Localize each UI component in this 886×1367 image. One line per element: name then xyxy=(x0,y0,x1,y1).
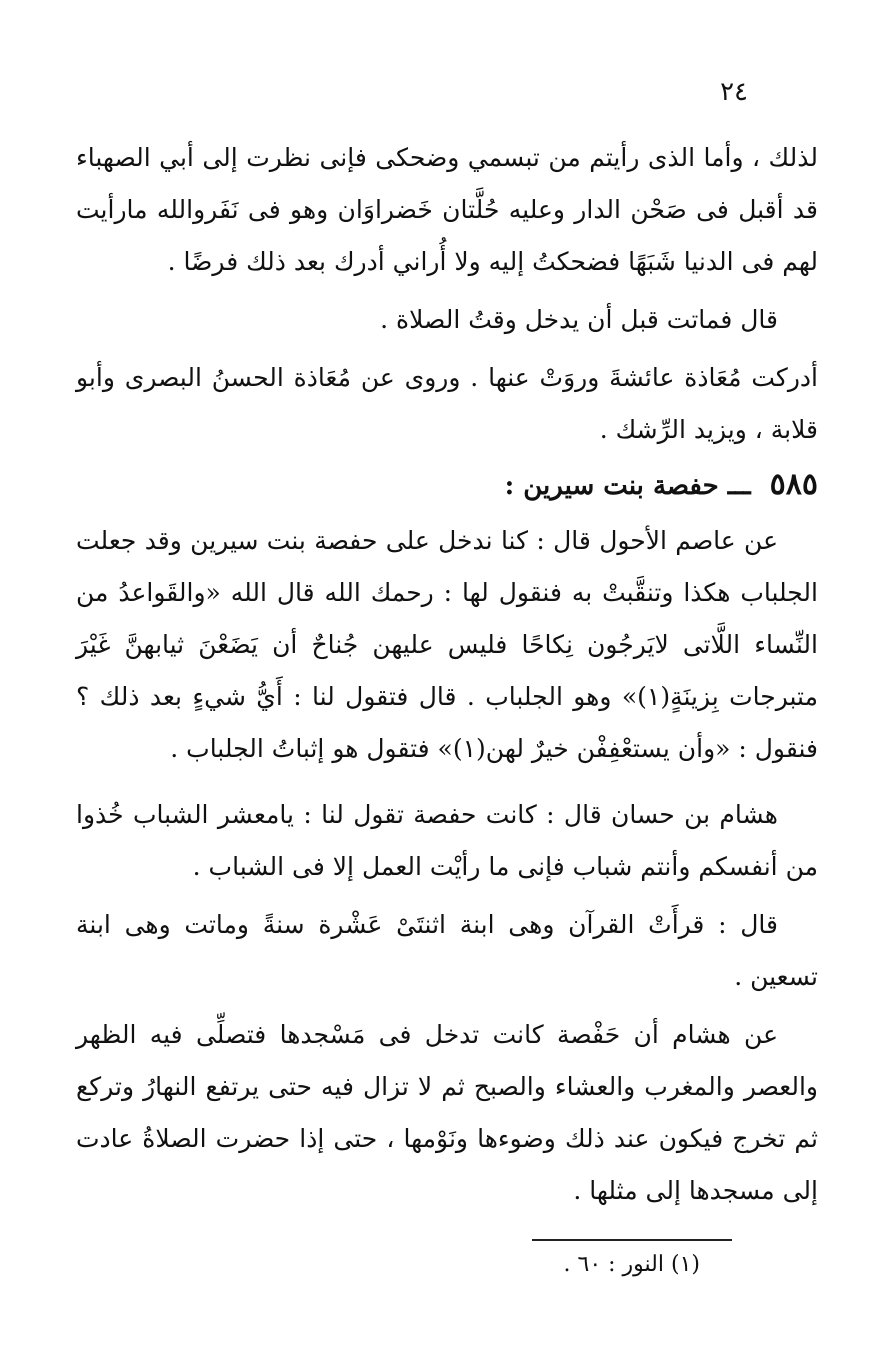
paragraph-asim: عن عاصم الأحول قال : كنا ندخل على حفصة بنت سيرين وقد جعلت الجلباب هكذا وتنقَّبتْ به فنقول لها : رحمك الله قال الله «والقَواعدُ من النِّساء اللَّاتى لايَرجُون نِكاحًا فليس عليهن جُناحٌ أن يَضَعْنَ ثيابهنَّ غَيْرَ متبرجات بِزينَةٍ(١)» وهو الجلباب . قال فتقول لنا : أَيُّ شيءٍ بعد ذلك ؟ فنقول : «وأن يستعْفِفْن خيرٌ لهن(١)» فتقول هو إثباتُ الجلباب . xyxy=(76,526,818,763)
paragraph-hisham: هشام بن حسان قال : كانت حفصة تقول لنا : يامعشر الشباب خُذوا من أنفسكم وأنتم شباب فإنى ما رأيْت العمل إلا فى الشباب . xyxy=(76,800,818,881)
footnote-divider xyxy=(532,1239,732,1241)
paragraph-quran: قال : قرأَتْ القرآن وهى ابنة اثنتَىْ عَشْرة سنةً وماتت وهى ابنة تسعين . xyxy=(76,910,818,991)
entry-dash: ـــ xyxy=(727,471,751,501)
entry-heading xyxy=(76,462,818,509)
main-text xyxy=(76,132,818,1223)
paragraph-narrators: أدركت مُعَاذة عائشةَ وروَتْ عنها . وروى عن مُعَاذة الحسنُ البصرى وأبو قلابة ، ويزيد الرِّشك . xyxy=(76,363,818,444)
paragraph-continued: لذلك ، وأما الذى رأيتم من تبسمي وضحكى فإنى نظرت إلى أبي الصهباء قد أقبل فى صَحْن الدار وعليه حُلَّتان خَضراوَان وهو فى نَفَروالله مارأيت لهم فى الدنيا شَبَهًا فضحكتُ إليه ولا أُراني أدرك بعد ذلك فرضًا . xyxy=(76,143,818,276)
paragraph-mosque: عن هشام أن حَفْصة كانت تدخل فى مَسْجدها فتصلِّى فيه الظهر والعصر والمغرب والعشاء والصبح ثم لا تزال فيه حتى يرتفع النهارُ وتركع ثم تخرج فيكون عند ذلك وضوءها ونَوْمها ، حتى إذا حضرت الصلاةُ عادت إلى مسجدها إلى مثلها . xyxy=(76,1020,818,1205)
paragraph-death-note: قال فماتت قبل أن يدخل وقتُ الصلاة . xyxy=(380,305,778,334)
entry-number: ٥٨٥ xyxy=(769,467,818,502)
entry-title: حفصة بنت سيرين : xyxy=(504,471,719,501)
page-number: ٢٤ xyxy=(720,77,748,107)
footnote: (١) النور : ٦٠ . xyxy=(563,1252,700,1277)
